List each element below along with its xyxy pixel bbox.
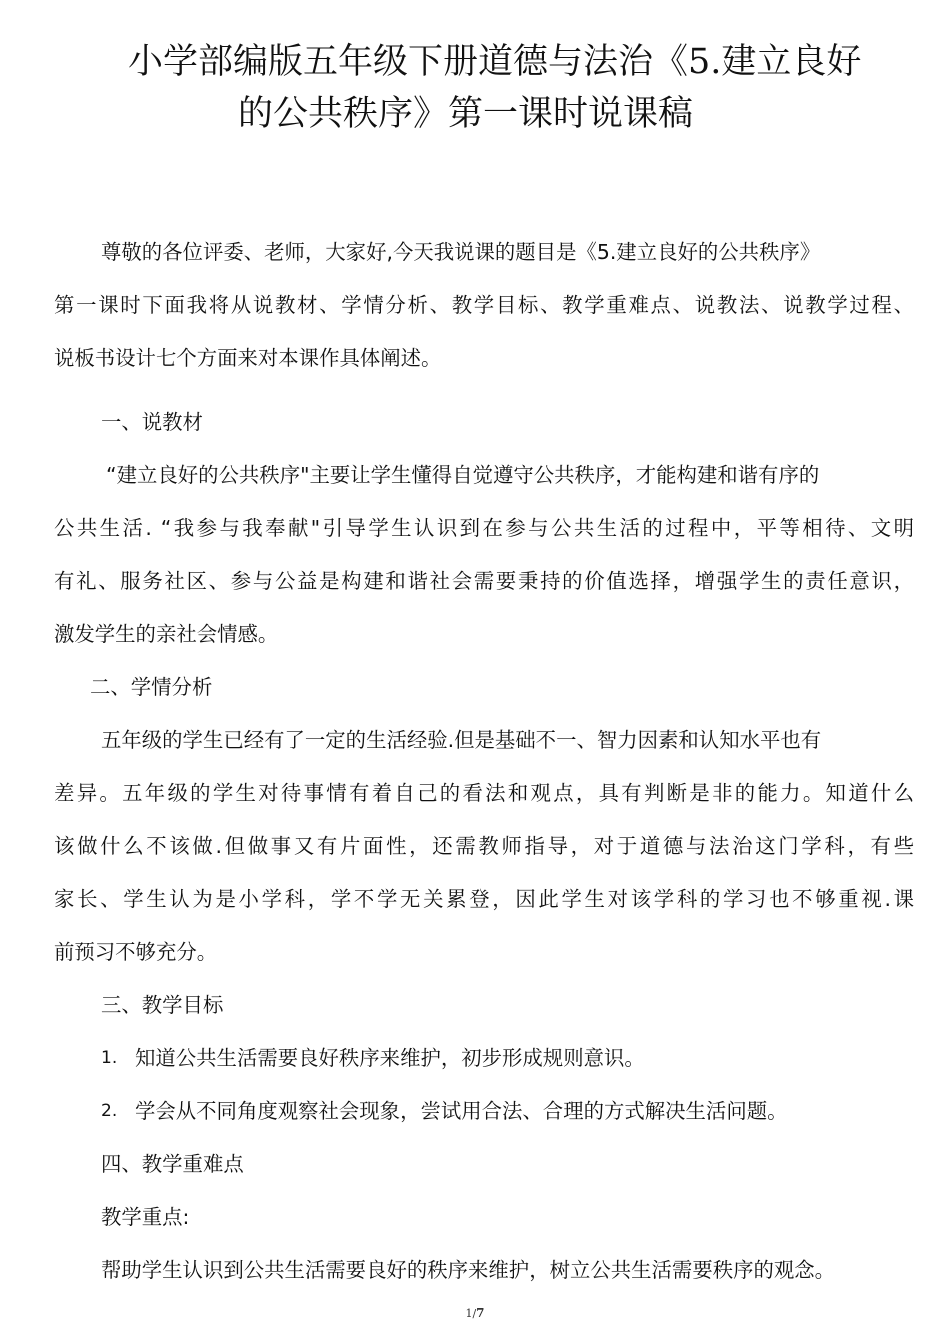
objective-2-text: 学会从不同角度观察社会现象，尝试用合法、合理的方式解决生活问题。 [135,1099,788,1123]
section-4-subheading: 教学重点: [101,1205,190,1229]
section-2-heading: 二、学情分析 [90,675,213,699]
objective-1-text: 知道公共生活需要良好秩序来维护，初步形成规则意识。 [135,1046,645,1070]
intro-line-1: 尊敬的各位评委、老师，大家好,今天我说课的题目是《5.建立良好的公共秩序》 [101,240,821,264]
section-2-line-3: 该做什么不该做.但做事又有片面性，还需教师指导，对于道德与法治这门学科，有些 [54,834,914,858]
section-2-line-1: 五年级的学生已经有了一定的生活经验.但是基础不一、智力因素和认知水平也有 [101,728,822,752]
document-title-line-1: 小学部编版五年级下册道德与法治《5.建立良好 [128,42,862,82]
objective-1-number: 1. [101,1048,118,1068]
section-1-line-4: 激发学生的亲社会情感。 [54,622,279,646]
intro-line-3: 说板书设计七个方面来对本课作具体阐述。 [54,346,442,370]
page-number: 1/7 [465,1306,485,1320]
section-2-line-4: 家长、学生认为是小学科，学不学无关累登，因此学生对该学科的学习也不够重视.课 [54,887,914,911]
page-total: 7 [476,1306,485,1320]
objective-2-number: 2. [101,1101,118,1121]
document-title-line-2: 的公共秩序》第一课时说课稿 [238,94,694,134]
intro-line-2: 第一课时下面我将从说教材、学情分析、教学目标、教学重难点、说教法、说教学过程、 [54,293,914,317]
section-1-heading: 一、说教材 [101,410,203,434]
section-2-line-5: 前预习不够充分。 [54,940,218,964]
section-1-line-1: “建立良好的公共秩序"主要让学生懂得自觉遵守公共秩序，才能构建和谐有序的 [106,463,820,487]
section-2-line-2: 差异。五年级的学生对待事情有着自己的看法和观点，具有判断是非的能力。知道什么 [54,781,914,805]
section-1-line-3: 有礼、服务社区、参与公益是构建和谐社会需要秉持的价值选择，增强学生的责任意识， [54,569,914,593]
section-1-line-2: 公共生活. “我参与我奉献"引导学生认识到在参与公共生活的过程中，平等相待、文明 [54,516,914,540]
section-3-heading: 三、教学目标 [101,993,224,1017]
section-4-line-1: 帮助学生认识到公共生活需要良好的秩序来维护，树立公共生活需要秩序的观念。 [101,1258,836,1282]
page-current: 1 [465,1307,473,1320]
section-4-heading: 四、教学重难点 [101,1152,244,1176]
